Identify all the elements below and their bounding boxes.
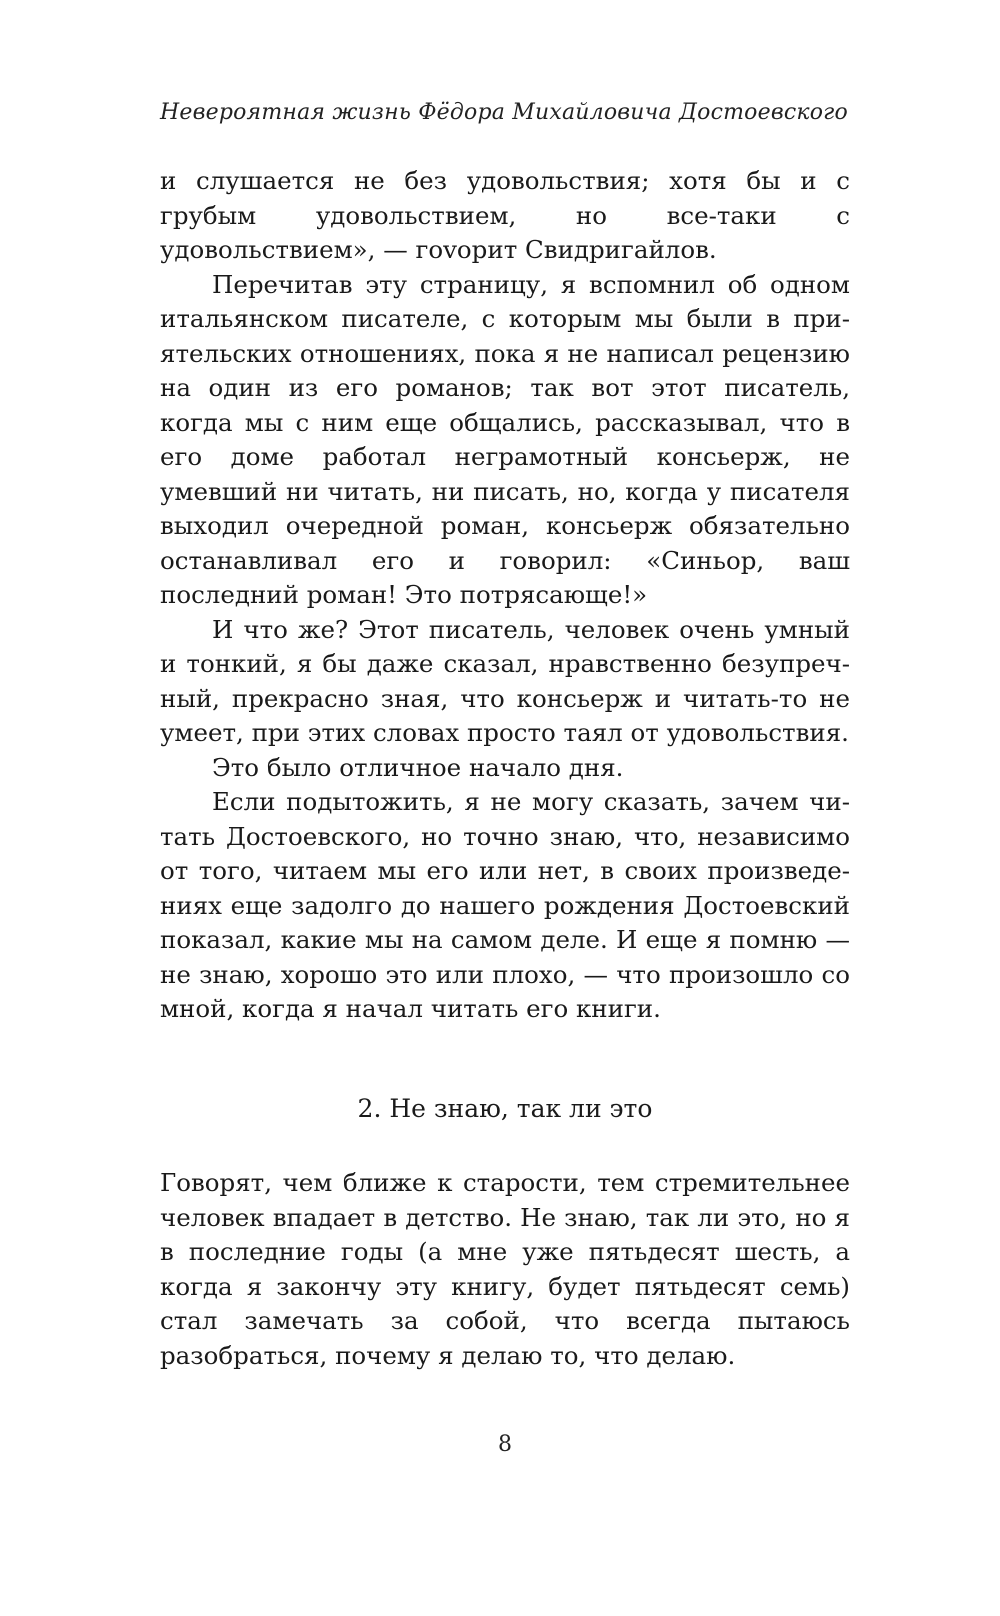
paragraph: И что же? Этот писатель, человек очень умный и тонкий, я бы даже сказал, нравственно безупречный, прекрасно зная, что консьерж и читать-то не умеет, при этих словах просто таял от удовольствия.: [160, 614, 850, 747]
body-text: [160, 164, 850, 1027]
running-head: Невероятная жизнь Фёдора Михайловича Достоевского: [160, 100, 848, 125]
paragraph: Если подытожить, я не могу сказать, зачем читать Достоевского, но точно знаю, что, независимо от того, читаем мы его или нет, в своих произведениях еще задолго до нашего рождения Достоевский показал, какие мы на самом деле. И еще я помню — не знаю, хорошо это или плохо, — что произошло со мной, когда я начал читать его книги.: [160, 787, 850, 1023]
paragraph: и слушается не без удовольствия; хотя бы и с грубым удовольствием, но все-таки с удовольствием», — гоvорит Свидригайлов.: [160, 166, 850, 264]
paragraph: Перечитав эту страницу, я вспомнил об одном итальянском писателе, с которым мы были в приятельских отношениях, пока я не написал рецензию на один из его романов; так вот этот писатель, когда мы с ним еще общались, рассказывал, что в его доме работал неграмотный консьерж, не умевший ни читать, ни писать, но, когда у писателя выходил очередной роман, консьерж обязательно останавливал его и говорил: «Синьор, ваш последний роман! Это потрясающе!»: [160, 269, 850, 609]
chapter-text: [160, 1166, 850, 1373]
page-number: 8: [498, 1432, 512, 1457]
chapter-title: 2. Не знаю, так ли это: [357, 1094, 653, 1123]
paragraph: Это было отличное начало дня.: [212, 752, 624, 782]
paragraph: Говорят, чем ближе к старости, тем стремительнее человек впадает в детство. Не знаю, так ли это, но я в последние годы (а мне уже пятьдесят шесть, а когда я закончу эту книгу, будет пятьдесят семь) стал замечать за собой, что всегда пытаюсь разобраться, почему я делаю то, что делаю.: [160, 1168, 850, 1370]
